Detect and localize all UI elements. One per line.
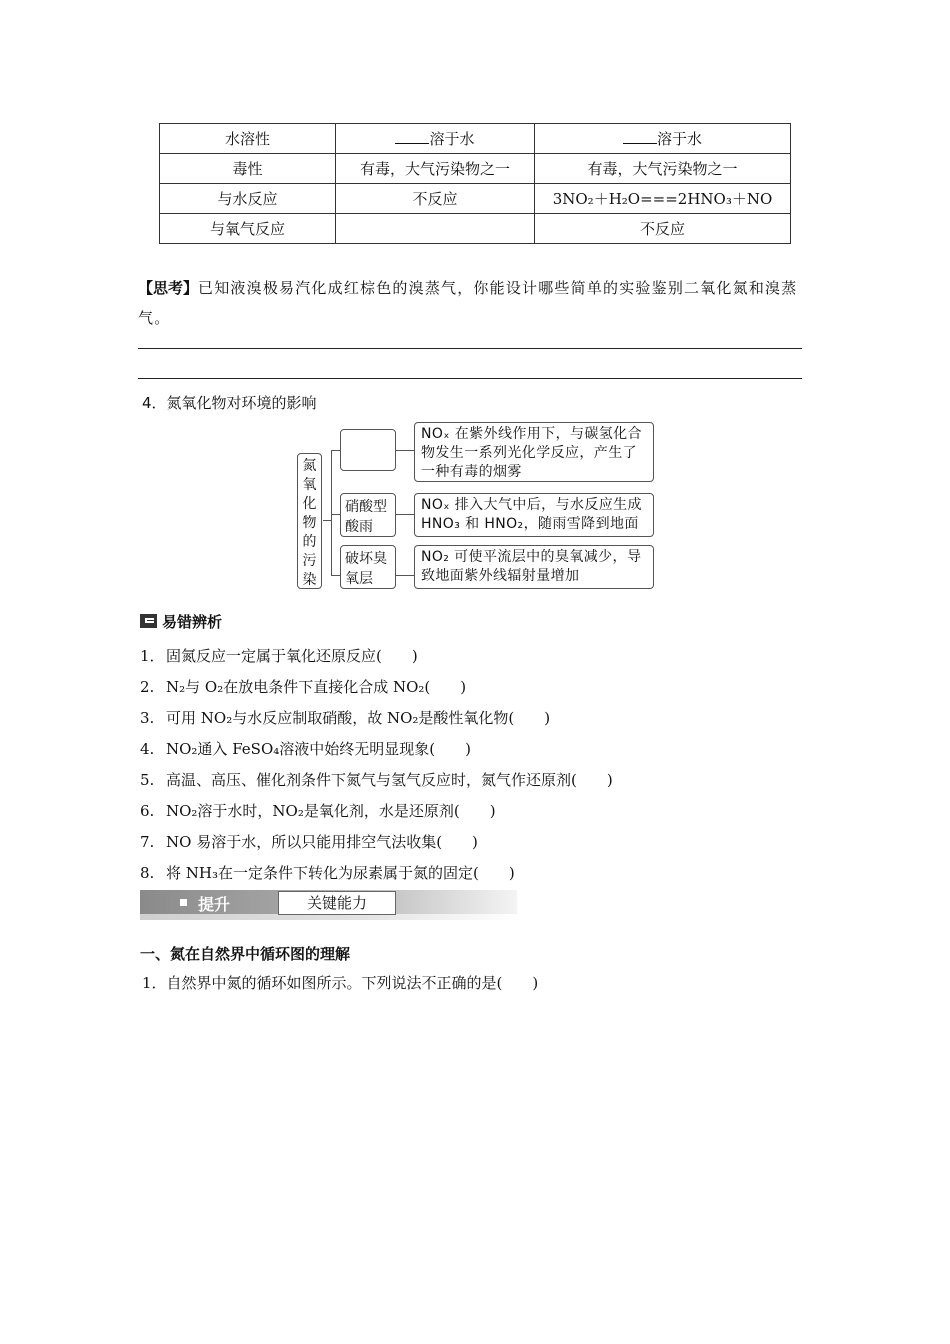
connector-line (331, 450, 332, 575)
fill-blank (395, 129, 429, 144)
think-question (138, 273, 810, 333)
property-cell: 毒性 (160, 154, 336, 184)
table-row (160, 154, 791, 184)
fill-blank (623, 129, 657, 144)
diagram-blank-box[interactable] (340, 429, 396, 471)
no-cell: 有毒，大气污染物之一 (336, 154, 535, 184)
connector-line (331, 450, 340, 451)
answer-line[interactable] (138, 378, 802, 379)
list-item: 3. 可用 NO₂与水反应制取硝酸，故 NO₂是酸性氧化物( ) (140, 709, 551, 727)
no-cell (336, 214, 535, 244)
think-label: 【思考】 (138, 279, 199, 297)
no2-cell: 有毒，大气污染物之一 (535, 154, 791, 184)
list-item: 8. 将 NH₃在一定条件下转化为尿素属于氮的固定( ) (140, 864, 515, 882)
section-4-title: 4．氮氧化物对环境的影响 (142, 394, 317, 412)
properties-table-block (159, 123, 790, 244)
table-row (160, 214, 791, 244)
no2-cell: 不反应 (535, 214, 791, 244)
list-item: 4. NO₂通入 FeSO₄溶液中始终无明显现象( ) (140, 740, 471, 758)
banner-label-left: 提升 (198, 895, 231, 914)
diagram-acid-rain-box: 硝酸型酸雨 (340, 493, 396, 537)
list-item: 7. NO 易溶于水，所以只能用排空气法收集( ) (140, 833, 478, 851)
section-one-title: 一、氮在自然界中循环图的理解 (140, 945, 351, 963)
error-analysis-title: 易错辨析 (162, 612, 223, 631)
connector-line (323, 520, 331, 521)
no2-cell: 3NO₂＋H₂O===2HNO₃＋NO (535, 184, 791, 214)
list-item: 1．固氮反应一定属于氧化还原反应( ) (140, 647, 418, 665)
table-row (160, 124, 791, 154)
error-analysis-icon (140, 614, 157, 628)
square-bullet-icon (180, 899, 187, 906)
diagram-ozone-desc: NO₂ 可使平流层中的臭氧减少，导致地面紫外线辐射量增加 (414, 545, 654, 589)
no-cell: 溶于水 (336, 124, 535, 154)
connector-line (396, 575, 414, 576)
connector-line (396, 514, 414, 515)
nox-pollution-diagram (296, 420, 656, 592)
list-item: 6. NO₂溶于水时，NO₂是氧化剂，水是还原剂( ) (140, 802, 496, 820)
connector-line (331, 575, 340, 576)
error-analysis-header (140, 610, 222, 632)
connector-line (396, 450, 414, 451)
error-items-list (140, 642, 820, 890)
diagram-acid-rain-desc: NOₓ 排入大气中后，与水反应生成 HNO₃ 和 HNO₂，随雨雪降到地面 (414, 493, 654, 537)
no-no2-properties-table (159, 123, 791, 244)
diagram-vertical-title: 氮氧化物的污染 (297, 453, 322, 589)
no2-cell: 溶于水 (535, 124, 791, 154)
property-cell: 与水反应 (160, 184, 336, 214)
table-row (160, 184, 791, 214)
section-banner (140, 890, 517, 920)
no-cell: 不反应 (336, 184, 535, 214)
diagram-photochemical-desc: NOₓ 在紫外线作用下，与碳氢化合物发生一系列光化学反应，产生了一种有毒的烟雾 (414, 422, 654, 482)
connector-line (331, 514, 340, 515)
question-1: 1．自然界中氮的循环如图所示。下列说法不正确的是( ) (142, 974, 539, 992)
banner-label-right: 关键能力 (278, 891, 396, 915)
list-item: 2. N₂与 O₂在放电条件下直接化合成 NO₂( ) (140, 678, 467, 696)
property-cell: 水溶性 (160, 124, 336, 154)
property-cell: 与氧气反应 (160, 214, 336, 244)
think-text: 已知液溴极易汽化成红棕色的溴蒸气，你能设计哪些简单的实验鉴别二氧化氮和溴蒸气。 (138, 279, 798, 327)
list-item: 5. 高温、高压、催化剂条件下氮气与氢气反应时，氮气作还原剂( ) (140, 771, 613, 789)
answer-line[interactable] (138, 348, 802, 349)
diagram-ozone-box: 破坏臭氧层 (340, 545, 396, 589)
